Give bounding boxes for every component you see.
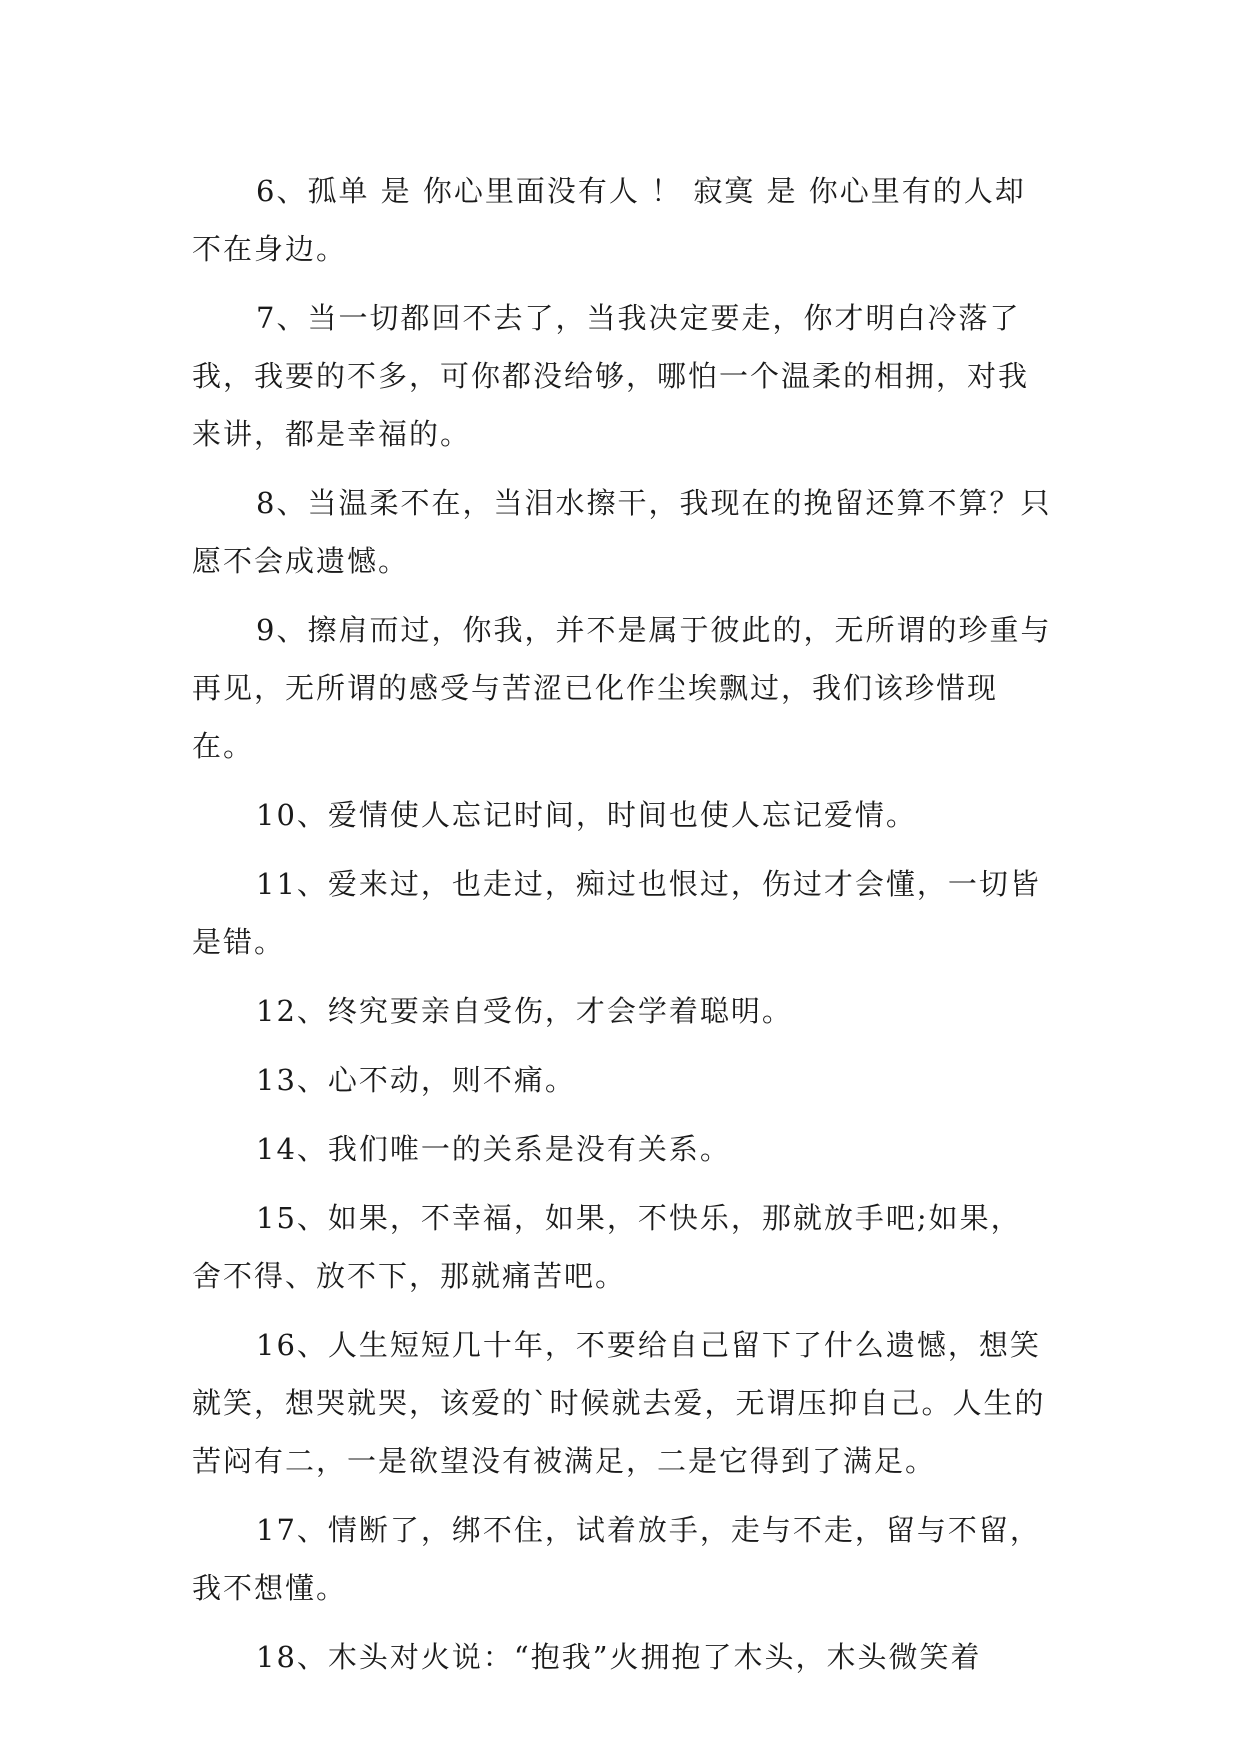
paragraph-13: 13、心不动，则不痛。 bbox=[256, 1063, 576, 1097]
paragraph-15: 15、如果，不幸福，如果，不快乐，那就放手吧;如果，舍不得、放不下，那就痛苦吧。 bbox=[192, 1201, 1022, 1293]
paragraph-18: 18、木头对火说：“抱我”火拥抱了木头，木头微笑着 bbox=[256, 1640, 982, 1674]
paragraph-6: 6、孤单 是 你心里面没有人 ！ 寂寞 是 你心里有的人却不在身边。 bbox=[192, 174, 1026, 266]
paragraph-10: 10、爱情使人忘记时间，时间也使人忘记爱情。 bbox=[256, 798, 917, 832]
paragraph-17: 17、情断了，绑不住，试着放手，走与不走，留与不留，我不想懂。 bbox=[192, 1513, 1041, 1605]
paragraph-9: 9、擦肩而过，你我，并不是属于彼此的，无所谓的珍重与再见，无所谓的感受与苦涩已化作尘埃飘过，我们该珍惜现在。 bbox=[192, 613, 1052, 763]
paragraph-12: 12、终究要亲自受伤，才会学着聪明。 bbox=[256, 994, 793, 1028]
paragraph-14: 14、我们唯一的关系是没有关系。 bbox=[256, 1132, 731, 1166]
paragraph-16: 16、人生短短几十年，不要给自己留下了什么遗憾，想笑就笑，想哭就哭，该爱的`时候就去爱，无谓压抑自己。人生的苦闷有二，一是欲望没有被满足，二是它得到了满足。 bbox=[192, 1328, 1046, 1478]
paragraph-7: 7、当一切都回不去了，当我决定要走，你才明白冷落了我，我要的不多，可你都没给够，哪怕一个温柔的相拥，对我来讲，都是幸福的。 bbox=[192, 301, 1030, 451]
paragraph-11: 11、爱来过，也走过，痴过也恨过，伤过才会懂，一切皆是错。 bbox=[192, 867, 1041, 959]
paragraph-8: 8、当温柔不在，当泪水擦干，我现在的挽留还算不算？只愿不会成遗憾。 bbox=[192, 486, 1052, 578]
document-body bbox=[192, 162, 1052, 1697]
